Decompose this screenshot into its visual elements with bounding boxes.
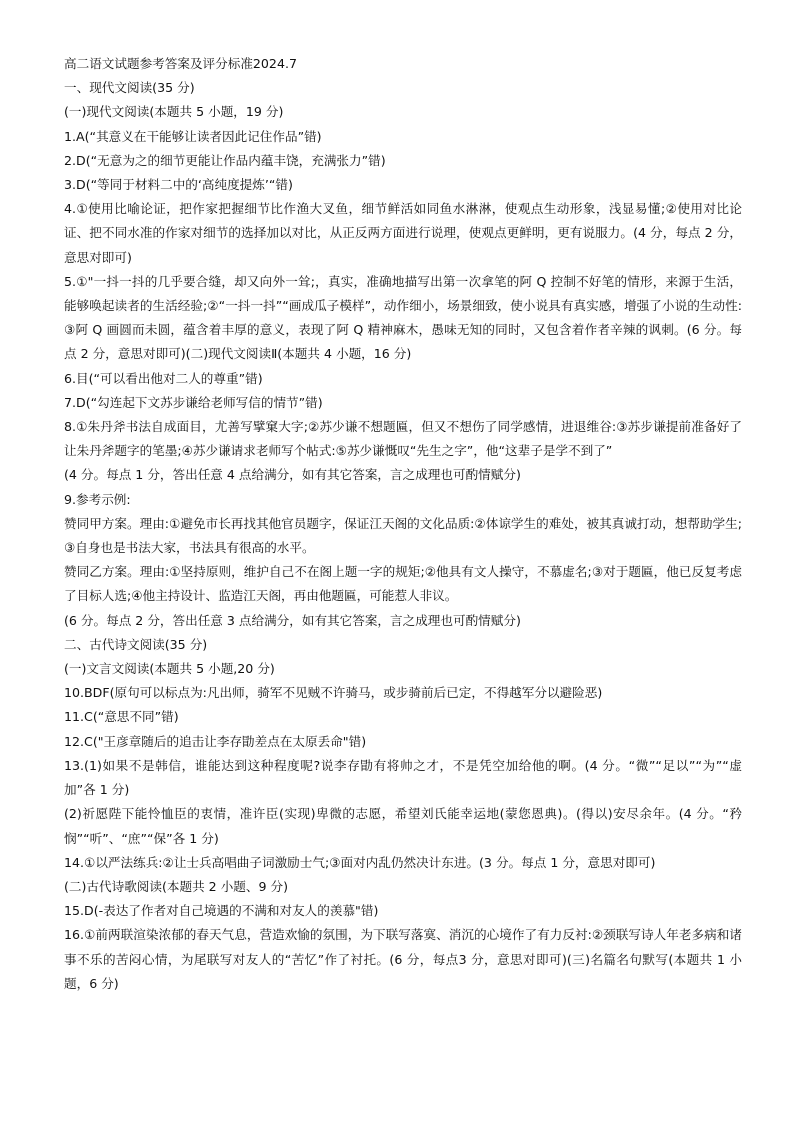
subsection-heading: (二)古代诗歌阅读(本题共 2 小题、9 分)	[64, 878, 289, 894]
answer-6: 6.目(“可以看出他对二人的尊重”错)	[64, 370, 263, 386]
section-heading: 一、现代文阅读(35 分)	[64, 80, 195, 96]
answer-document	[64, 52, 742, 996]
subsection-heading: (一)现代文阅读(本题共 5 小题，19 分)	[64, 104, 284, 120]
answer-8: 8.①朱丹斧书法自成面目，尤善写擘窠大字;②苏少谦不想题匾，但又不想伤了同学感情，进退维谷:③苏步谦提前准备好了让朱丹斧题字的笔墨;④苏少谦请求老师写个帖式:⑤苏少谦慨叹“先生之字”，他“这辈子是学不到了”	[64, 419, 742, 459]
answer-1: 1.A(“其意义在干能够让读者因此记住作品”错)	[64, 128, 322, 144]
answer-13-2: (2)祈愿陛下能怜恤臣的衷情，准许臣(实现)卑微的志愿，希望刘氏能幸运地(蒙您恩典)。(得以)安尽余年。(4 分。“矜悯”“听”、“庶”“保”各 1 分)	[64, 806, 742, 846]
answer-10: 10.BDF(原句可以标点为:凡出师，骑军不见贼不许骑马，或步骑前后已定，不得越军分以避险恶)	[64, 685, 603, 701]
answer-15: 15.D(-表达了作者对自己境遇的不满和对友人的羡慕"错)	[64, 903, 379, 919]
answer-7: 7.D(“勾连起下文苏步谦给老师写信的情节”错)	[64, 394, 323, 410]
answer-9: 9.参考示例:	[64, 491, 131, 507]
section-heading: 二、古代诗文阅读(35 分)	[64, 636, 208, 652]
answer-16: 16.①前两联渲染浓郁的春天气息，营造欢愉的氛围，为下联写落寞、消沉的心境作了有力反衬:②颈联写诗人年老多病和诸事不乐的苦闷心情，为尾联写对友人的“苦忆”作了衬托。(6 分，每点3 分，意思对即可)(三)名篇名句默写(本题共 1 小题，6 分)	[64, 927, 742, 991]
scoring-note: (6 分。每点 2 分，答出任意 3 点给满分，如有其它答案，言之成理也可酌情赋分)	[64, 612, 521, 628]
option-b: 赞同乙方案。理由:①坚持原则，维护自己不在阁上题一字的规矩;②他具有文人操守，不慕虚名;③对于题匾，他已反复考虑了目标人选;④他主持设计、监造江天阁，再由他题匾，可能惹人非议。	[64, 564, 742, 604]
scoring-note: (4 分。每点 1 分，答出任意 4 点给满分，如有其它答案，言之成理也可酌情赋分)	[64, 467, 521, 483]
answer-3: 3.D(“等同于材料二中的‘高纯度提炼’“错)	[64, 177, 293, 193]
answer-12: 12.C("王彦章随后的追击让李存勖差点在太原丢命"错)	[64, 733, 367, 749]
answer-13-1: 13.(1)如果不是韩信，谁能达到这种程度呢?说李存勖有将帅之才，不是凭空加给他的啊。(4 分。“微”“足以”“为”“虚加”各 1 分)	[64, 757, 742, 798]
answer-14: 14.①以严法练兵:②让士兵高唱曲子词激励士气;③面对内乱仍然决计东进。(3 分。每点 1 分，意思对即可)	[64, 854, 656, 870]
subsection-heading: (一)文言文阅读(本题共 5 小题,20 分)	[64, 661, 275, 677]
option-a: 赞同甲方案。理由:①避免市长再找其他官员题字，保证江天阁的文化品质:②体谅学生的难处，被其真诚打动，想帮助学生;③自身也是书法大家，书法具有很高的水平。	[64, 515, 742, 556]
answer-11: 11.C(“意思不同”错)	[64, 709, 179, 725]
answer-2: 2.D(“无意为之的细节更能让作品内蕴丰饶，充满张力”错)	[64, 152, 386, 168]
answer-4: 4.①使用比喻论证，把作家把握细节比作渔大叉鱼，细节鲜活如同鱼水淋淋，使观点生动形象，浅显易懂;②使用对比论证、把不同水准的作家对细节的选择加以对比，从正反两方面进行说理，使观点更鲜明，更有说服力。(4 分，每点 2 分，意思对即可)	[64, 201, 742, 265]
document-title: 高二语文试题参考答案及评分标准2024.7	[64, 56, 297, 71]
answer-5: 5.①"一抖一抖的几乎要合缝，却又向外一耸;，真实，准确地描写出第一次拿笔的阿 Q 控制不好笔的情形，来源于生活，能够唤起读者的生活经验;②“一抖一抖”“画成瓜子模样”，动作细小，场景细致，使小说具有真实感，增强了小说的生动性:③阿 Q 画圆而未圆，蕴含着丰厚的意义，表现了阿 Q 精神麻木，愚味无知的同时，又包含着作者辛辣的讽刺。(6 分。每点 2 分，意思对即可)(二)现代文阅读Ⅱ(本题共 4 小题，16 分)	[64, 273, 742, 362]
